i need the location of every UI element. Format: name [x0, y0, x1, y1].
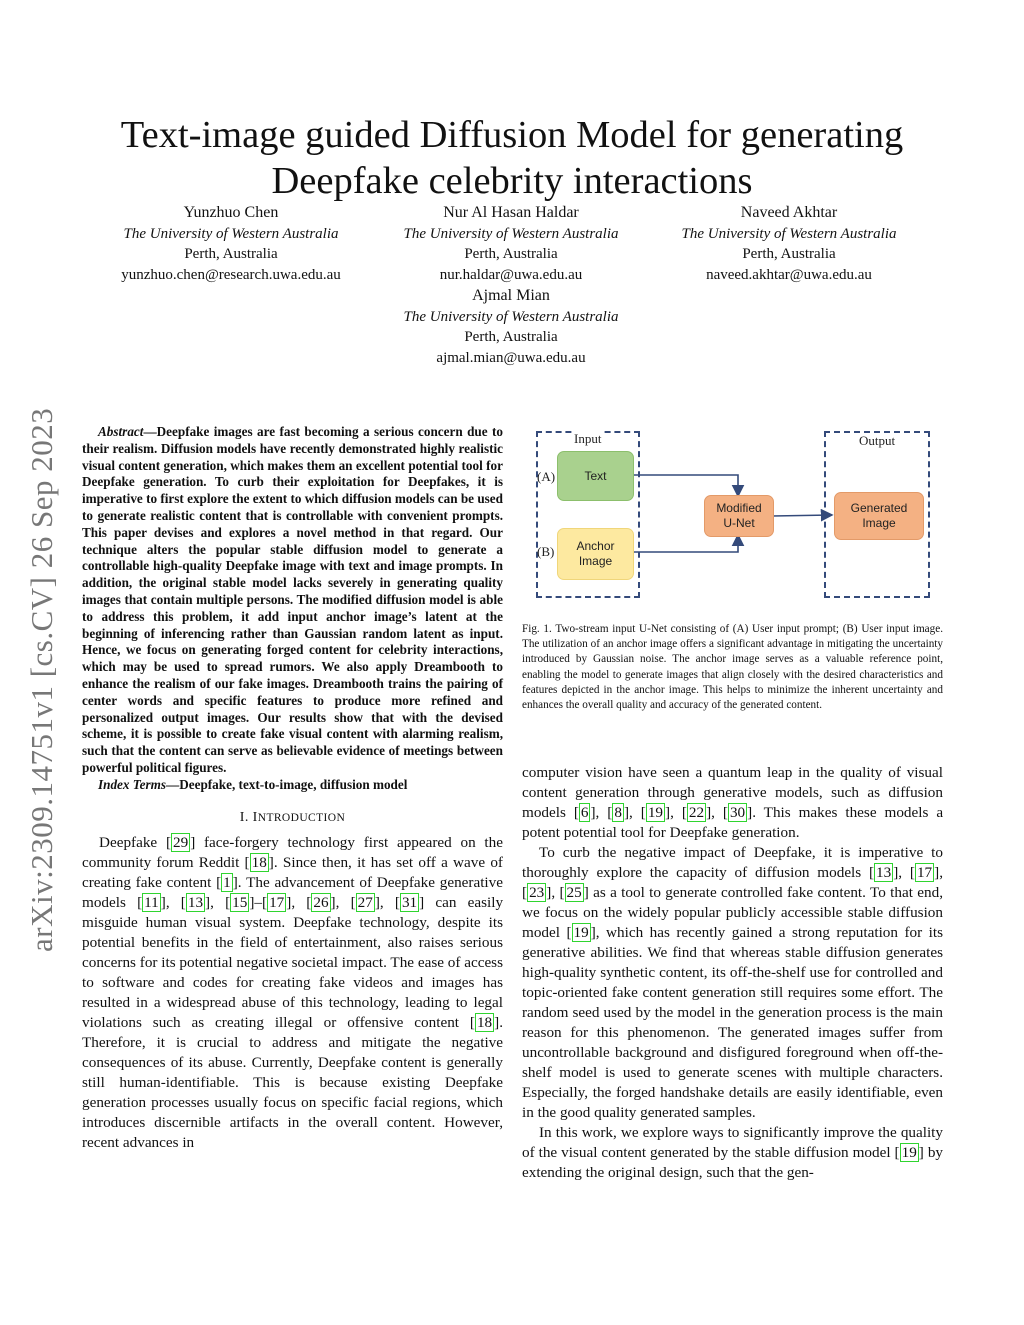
author-location: Perth, Australia [742, 246, 836, 262]
section-heading [82, 810, 503, 826]
author-block-2 [380, 203, 642, 285]
citation-link[interactable]: 17 [916, 864, 933, 881]
citation-link[interactable]: 30 [729, 804, 746, 821]
author-email: naveed.akhtar@uwa.edu.au [706, 266, 872, 283]
generated-line1: Generated [850, 501, 908, 515]
author-email: yunzhuo.chen@research.uwa.edu.au [121, 266, 341, 283]
citation-link[interactable]: 29 [173, 833, 189, 851]
generated-line2: Image [862, 516, 896, 530]
author-location: Perth, Australia [184, 246, 278, 262]
input-label: Input [574, 431, 602, 446]
anchor-node-line2: Image [578, 554, 613, 568]
arrow-text-to-unet [632, 475, 738, 496]
text-prompt-node: Text [557, 451, 634, 501]
section-number: I. I [239, 809, 258, 825]
arrow-unet-to-output [772, 515, 832, 516]
unet-line1: Modified [716, 501, 762, 515]
citation-link[interactable]: 26 [313, 893, 329, 911]
author-name: Nur Al Hasan Haldar [443, 204, 579, 221]
citation-link[interactable]: 25 [566, 884, 582, 901]
output-label: Output [859, 433, 896, 448]
arrow-anchor-to-unet [632, 535, 738, 552]
citation-link[interactable]: 19 [901, 1144, 917, 1161]
section-title: NTRODUCTION [257, 811, 346, 824]
citation-link[interactable]: 23 [529, 884, 545, 901]
citation-link[interactable]: 13 [187, 893, 204, 911]
author-location: Perth, Australia [464, 246, 558, 262]
abstract-label: Abstract [98, 424, 144, 439]
figure-1-caption: Fig. 1. Two-stream input U-Net consisting of (A) User input prompt; (B) User input image. The utilization of an anchor image offers a significant advantage in mitigating the uncertainty introduced by Gaussian noise. The anchor image serves as a valuable reference point, enabling the model to generate images that align closely with the desired characteristics and features depicted in the anchor image. This helps to minimize the inherent uncertainty and enhances the overall quality and accuracy of the generated content. [522, 623, 943, 712]
citation-link[interactable]: 18 [251, 853, 267, 871]
index-terms-text: —Deepfake, text-to-image, diffusion model [166, 776, 408, 792]
label-a: (A) [537, 469, 556, 484]
modified-unet-node [704, 495, 774, 537]
paper-title: Text-image guided Diffusion Model for generating Deepfake celebrity interactions [120, 113, 904, 202]
citation-link[interactable]: 19 [647, 804, 664, 821]
anchor-image-node [557, 528, 634, 580]
left-column [82, 424, 503, 1153]
index-terms-label: Index Terms [98, 776, 167, 792]
body-paragraph: computer vision have seen a quantum leap in the quality of visual content generation through generative models, such as diffusion models [ 6 ], [ 8 ], [ 19 ], [ 22 ], [ 30 ]. This makes these models a potent potential tool for Deepfake generation. [522, 764, 944, 841]
index-terms [82, 777, 503, 794]
abstract-text: —Deepfake images are fast becoming a serious concern due to their realism. Diffusion models have recently demonstrated highly realistic visual content generation, which makes them an excellent potential tool for Deepfake generation. To curb their exploitation for Deepfakes, it is imperative to first explore the extent to which diffusion models can be used to generate realistic content that is controllable with convenient prompts. This paper devises and explores a novel method in that regard. Our technique alters the popular stable diffusion model to generate a controllable high-quality Deepfake image with text and image prompts. In addition, the original stable model lacks severely in generating quality images that contain multiple persons. The modified diffusion model is able to address this problem, it add input anchor image’s latent at the beginning of inferencing rather than Gaussian random latent as input. Hence, we focus on generating forged content for celebrity interactions, which may be used to spread rumors. We also apply Dreambooth to enhance the realism of our fake images. Dreambooth trains the pairing of center words and specific features to produce more refined and personalized output images. Our results show that with the devised scheme, it is possible to create fake visual content with alarming realism, such that the content can serve as believable evidence of meetings between powerful political figures. [82, 424, 503, 775]
author-block-1 [100, 203, 362, 285]
label-b: (B) [537, 544, 555, 559]
citation-link[interactable]: 17 [269, 893, 285, 911]
author-email: nur.haldar@uwa.edu.au [439, 266, 583, 283]
unet-line2: U-Net [723, 516, 755, 530]
author-email: ajmal.mian@uwa.edu.au [436, 349, 586, 366]
author-block-4 [380, 286, 642, 368]
citation-link[interactable]: 19 [573, 924, 589, 941]
citation-link[interactable]: 6 [580, 804, 589, 821]
citation-link[interactable]: 11 [144, 893, 159, 911]
citation-link[interactable]: 8 [614, 804, 622, 821]
citation-link[interactable]: 18 [476, 1013, 493, 1031]
anchor-node-line1: Anchor [576, 539, 615, 553]
author-block-3 [658, 203, 920, 285]
author-name: Ajmal Mian [472, 287, 550, 304]
arxiv-stamp: arXiv:2309.14751v1 [cs.CV] 26 Sep 2023 [24, 407, 59, 952]
right-column [522, 763, 943, 1183]
generated-image-node [834, 492, 924, 540]
figure-1-diagram [528, 424, 944, 610]
author-name: Naveed Akhtar [740, 204, 838, 221]
abstract [82, 424, 503, 777]
author-name: Yunzhuo Chen [183, 204, 279, 221]
citation-link[interactable]: 27 [357, 893, 373, 911]
citation-link[interactable]: 13 [876, 864, 892, 881]
body-paragraph: In this work, we explore ways to significantly improve the quality of the visual content generated by the stable diffusion model [ 19 ] by extending the original design, such that the gen- [522, 1124, 944, 1181]
author-affiliation: The University of Western Australia [403, 225, 619, 242]
author-affiliation: The University of Western Australia [681, 225, 897, 242]
intro-paragraph: Deepfake [ 29 ] face-forgery technology first appeared on the community forum Reddit [ 18 ]. Since then, it has set off a wave of creating fake content [ 1 ]. The advancement of Deepfake generative models [ 11 ], [ 13 ], [ 15 ]–[ 17 ], [ 26 ], [ 27 ], [ 31 ] can easily misguide human visual system. Deepfake technology, despite its potential benefits in the field of entertainment, also raises serious concerns for its potential negative societal impact. The ease of access to software and codes for creating fake videos and images has resulted in a widespread abuse of this technology, leading to legal violations such as creating illegal or offensive content [ 18 ]. Therefore, it is crucial to address and mitigate the negative consequences of its abuse. Currently, Deepfake content is generally still human-identifiable. This is because existing Deepfake generation processes usually focus on specific facial regions, which introduces discernible artifacts in the overall content. However, recent advances in [82, 833, 504, 1151]
citation-link[interactable]: 31 [401, 893, 418, 911]
body-paragraph: To curb the negative impact of Deepfake, it is imperative to thoroughly explore the capacity of diffusion models [ 13 ], [ 17 ], [ 23 ], [ 25 ] as a tool to generate controlled fake content. To that end, we focus on the widely popular publicly accessible stable diffusion model [ 19 ], which has recently gained a strong reputation for its generative abilities. We find that whereas stable diffusion generates high-quality synthetic content, its off-the-shelf use for controlled and topic-oriented fake content generation still requires some effort. The random seed used by the model in the generation process is the main reason for this phenomenon. The generated images suffer from uncontrollable background and disfigured foreground when off-the-shelf model is used to generate scenes with multiple characters. Especially, the forged handshake details are easily identifiable, even in the good quality generated samples. [522, 844, 943, 1121]
citation-link[interactable]: 22 [688, 804, 705, 821]
author-location: Perth, Australia [464, 329, 558, 345]
citation-link[interactable]: 1 [223, 873, 231, 891]
author-affiliation: The University of Western Australia [123, 225, 339, 242]
author-affiliation: The University of Western Australia [403, 308, 619, 325]
citation-link[interactable]: 15 [232, 893, 248, 911]
